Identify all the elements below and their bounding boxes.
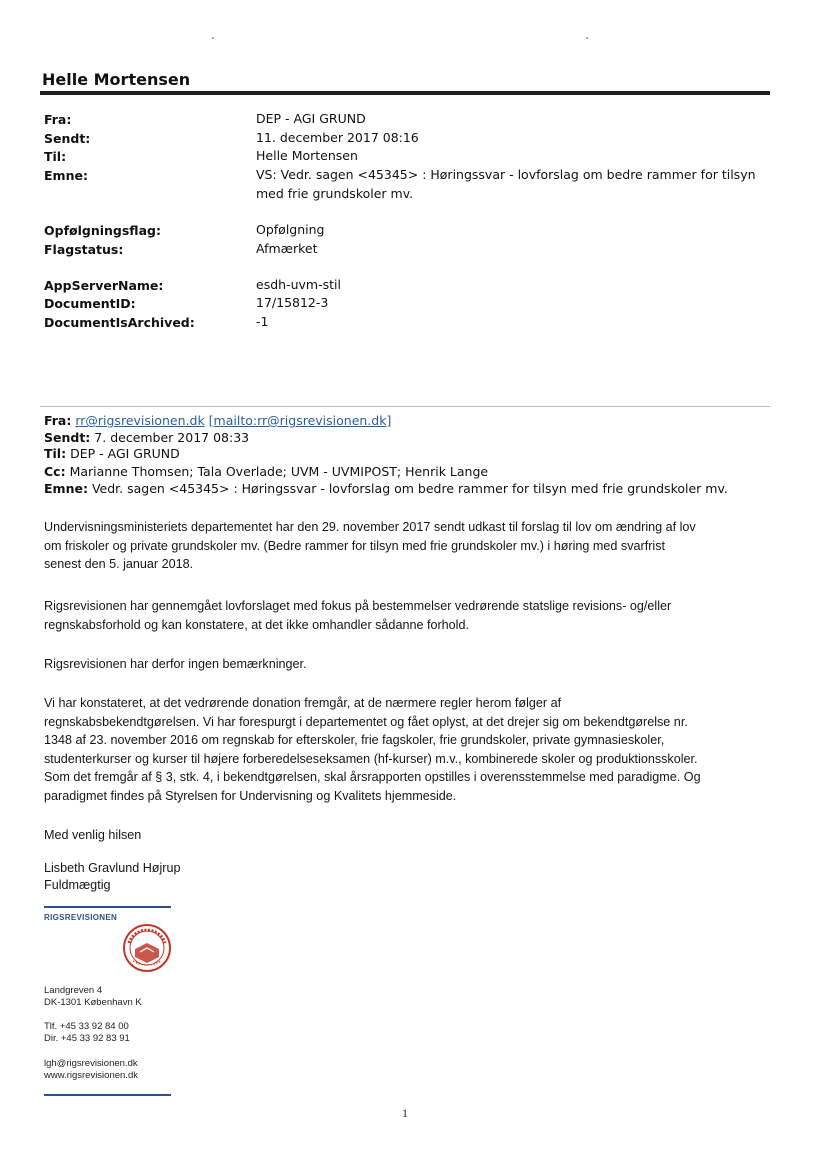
emne-value: VS: Vedr. sagen <45345> : Høringssvar - lovforslag om bedre rammer for tilsyn med frie grundskoler mv.: [256, 167, 756, 201]
fwd-til-line: [44, 446, 180, 461]
forward-divider: [40, 406, 770, 407]
fwd-fra-mailto-link[interactable]: [mailto:rr@rigsrevisionen.dk]: [208, 413, 392, 428]
signature-title: Fuldmægtig: [44, 878, 111, 892]
body-line: senest den 5. januar 2018.: [44, 557, 194, 571]
fwd-til-value: DEP - AGI GRUND: [70, 446, 180, 461]
til-value: Helle Mortensen: [256, 148, 358, 163]
fwd-fra-label: Fra:: [44, 413, 72, 428]
flag-value: Opfølgning: [256, 222, 325, 237]
closing: Med venlig hilsen: [44, 828, 142, 842]
page-number: 1: [402, 1106, 408, 1120]
scan-speck: [586, 37, 588, 39]
flag-label: Opfølgningsflag:: [44, 223, 161, 238]
title-divider: [40, 91, 770, 95]
fwd-emne-label: Emne:: [44, 481, 88, 496]
body-line: 1348 af 23. november 2016 om regnskab for efterskoler, frie fagskoler, frie grundskoler, private gymnasieskoler,: [44, 733, 665, 747]
flagstatus-value: Afmærket: [256, 241, 318, 256]
paragraph-1: [44, 518, 784, 574]
body-line: regnskabsbekendtgørelsen. Vi har forespurgt i departementet og fået oplyst, at det drejer sig om bekendtgørelse nr.: [44, 714, 688, 729]
body-line: Som det fremgår af § 3, stk. 4, i bekendtgørelsen, skal årsrapporten opstilles i overensstemmelse med paradigme. Og: [44, 770, 701, 784]
til-label: Til:: [44, 149, 67, 164]
body-line: regnskabsforhold og kan konstatere, at det ikke omhandler sådanne forhold.: [44, 617, 469, 632]
signature-name: Lisbeth Gravlund Højrup: [44, 861, 181, 875]
contact-block: [44, 1058, 138, 1082]
phone-block: [44, 1021, 130, 1045]
body-line: Rigsrevisionen har gennemgået lovforslaget med fokus på bestemmelser vedrørende statslige revisions- og/eller: [44, 599, 672, 613]
contact-email[interactable]: lgh@rigsrevisionen.dk: [44, 1058, 138, 1069]
body-line: om friskoler og private grundskoler mv. (Bedre rammer for tilsyn med frie grundskoler mv.) i høring med svarfrist: [44, 538, 666, 553]
docid-value: 17/15812-3: [256, 295, 329, 310]
fwd-cc-value: Marianne Thomsen; Tala Overlade; UVM - UVMIPOST; Henrik Lange: [69, 464, 489, 479]
fwd-cc-line: [44, 464, 488, 479]
fwd-emne-value: Vedr. sagen <45345> : Høringssvar - lovforslag om bedre rammer for tilsyn med frie grundskoler mv.: [91, 481, 728, 496]
paragraph-4: [44, 694, 784, 805]
phone-main: Tlf. +45 33 92 84 00: [44, 1021, 129, 1032]
rigsrevisionen-seal-icon: [122, 923, 172, 973]
brand-top-rule: [44, 906, 171, 908]
brand-bottom-rule: [44, 1094, 171, 1096]
paragraph-2: [44, 597, 784, 634]
body-line: Rigsrevisionen har derfor ingen bemærkninger.: [44, 657, 307, 671]
fwd-sendt-line: [44, 430, 249, 445]
address-block: [44, 985, 142, 1009]
fwd-cc-label: Cc:: [44, 464, 66, 479]
brand-name: RIGSREVISIONEN: [44, 913, 118, 922]
sendt-label: Sendt:: [44, 131, 91, 146]
address-street: Landgreven 4: [44, 985, 103, 996]
fwd-fra-line: [44, 413, 391, 428]
appserver-value: esdh-uvm-stil: [256, 277, 341, 292]
fwd-fra-email-link[interactable]: rr@rigsrevisionen.dk: [75, 413, 205, 428]
flagstatus-label: Flagstatus:: [44, 242, 124, 257]
body-line: Vi har konstateret, at det vedrørende donation fremgår, at de nærmere regler herom følger af: [44, 696, 562, 710]
fwd-til-label: Til:: [44, 446, 67, 461]
archived-label: DocumentIsArchived:: [44, 315, 195, 330]
fwd-sendt-label: Sendt:: [44, 430, 91, 445]
phone-direct: Dir. +45 33 92 83 91: [44, 1033, 130, 1044]
archived-value: -1: [256, 314, 269, 329]
address-city: DK-1301 København K: [44, 997, 142, 1008]
appserver-label: AppServerName:: [44, 278, 164, 293]
sendt-value: 11. december 2017 08:16: [256, 130, 419, 145]
body-line: studenterkurser og kurser til højere forberedelseseksamen (hf-kurser) m.v., kombinerede skoler og produktionsskoler.: [44, 751, 698, 766]
fwd-emne-line: [44, 481, 728, 496]
scan-speck: [212, 37, 214, 39]
body-line: Undervisningsministeriets departementet har den 29. november 2017 sendt udkast til forslag til lov om ændring af lov: [44, 520, 696, 534]
paragraph-3: [44, 655, 784, 674]
fra-label: Fra:: [44, 112, 72, 127]
document-title: Helle Mortensen: [42, 70, 191, 89]
fwd-sendt-value: 7. december 2017 08:33: [94, 430, 250, 445]
docid-label: DocumentID:: [44, 296, 136, 311]
contact-website[interactable]: www.rigsrevisionen.dk: [44, 1070, 138, 1081]
fra-value: DEP - AGI GRUND: [256, 111, 366, 126]
emne-label: Emne:: [44, 168, 88, 183]
body-line: paradigmet findes på Styrelsen for Undervisning og Kvalitets hjemmeside.: [44, 788, 457, 803]
